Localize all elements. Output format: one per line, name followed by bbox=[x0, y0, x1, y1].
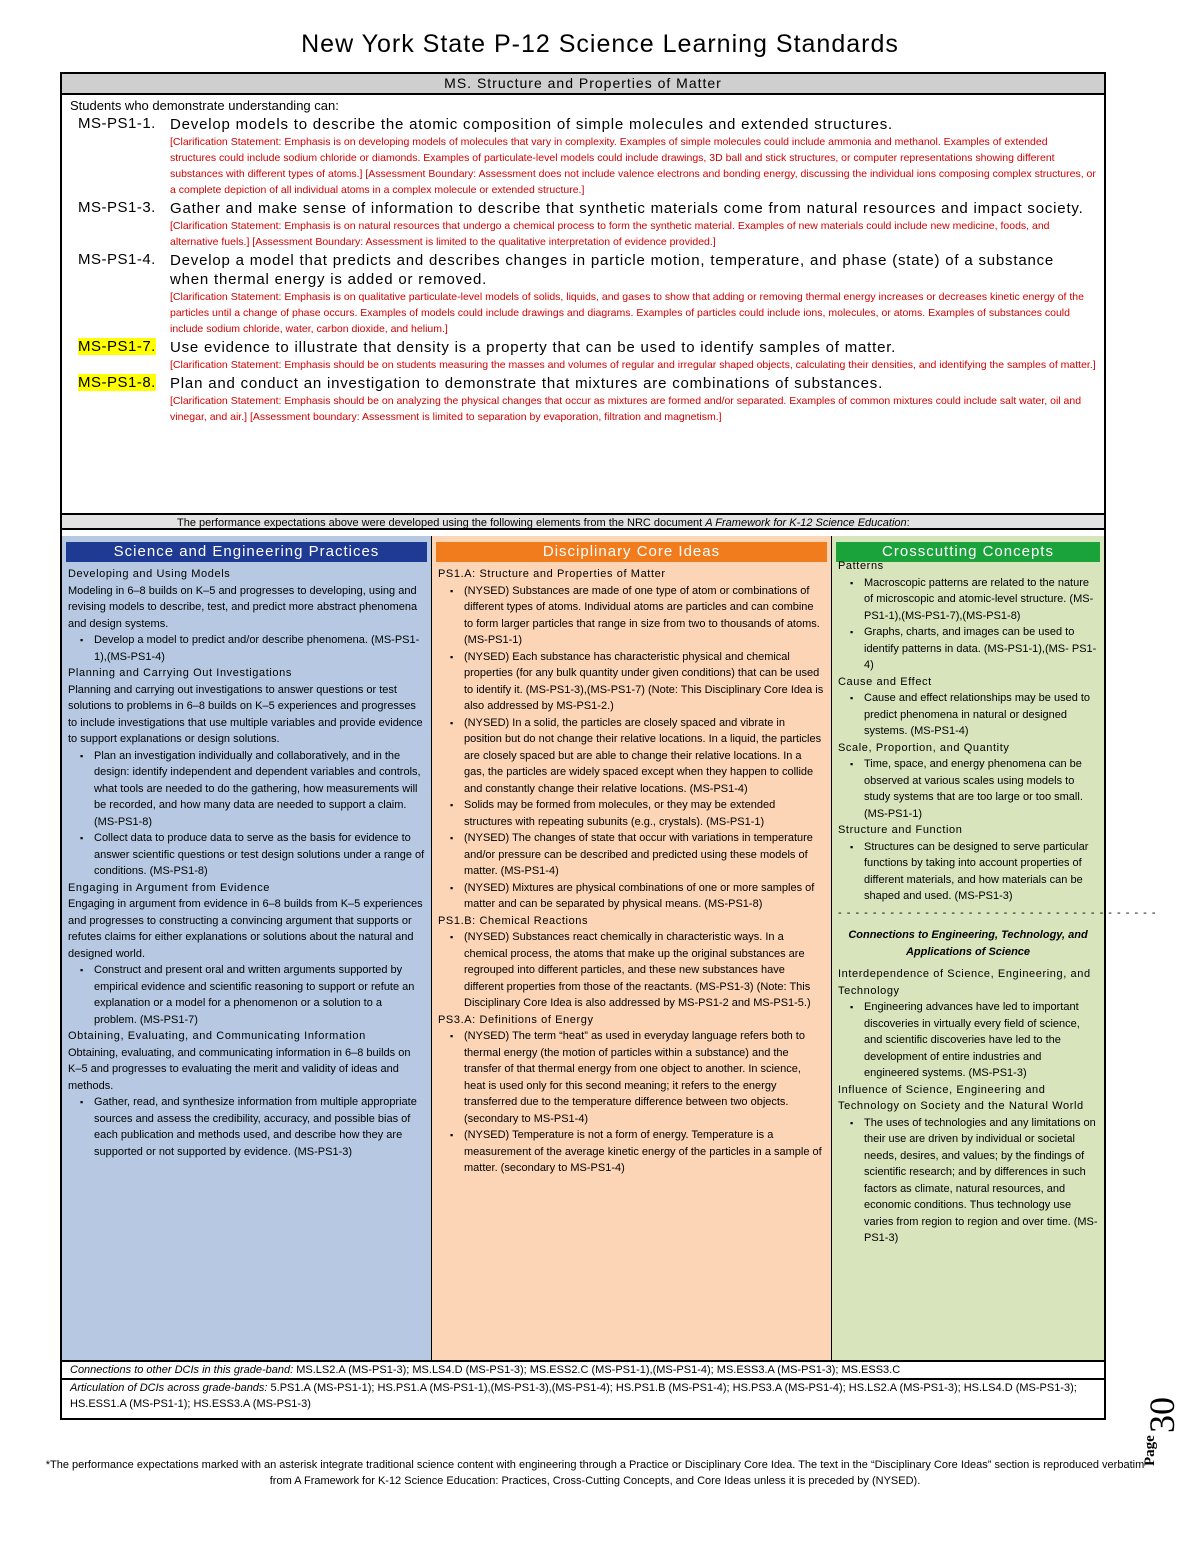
section-title: MS. Structure and Properties of Matter bbox=[62, 74, 1104, 95]
core-idea-bullet: ▪ (NYSED) Substances are made of one type of atom or combinations of different types of atoms. Individual atoms are particles and can combine to form larger particles that range in size from two to thousands of atoms. (MS-PS1-1) bbox=[464, 583, 825, 649]
expectation-text: Use evidence to illustrate that density is a property that can be used to identify samples of matter. bbox=[170, 339, 897, 356]
core-idea-bullet: ▪ (NYSED) Each substance has characteristic physical and chemical properties (for any bulk quantity under given conditions) that can be used to identify it. (MS-PS1-3),(MS-PS1-7) (Note: This Disciplinary Core Idea is also addressed by MS-PS1-2.) bbox=[464, 649, 825, 715]
practice-block-text: Planning and carrying out investigations to answer questions or test solutions to problems in 6–8 builds on K–5 experiences and progresses to include investigations that use multiple variables and provide evidence to support explanations or design solutions. bbox=[68, 683, 423, 745]
expectation-body bbox=[170, 199, 1096, 250]
expectation-code bbox=[70, 115, 170, 198]
practice-bullet: ▪ Construct and present oral and written arguments supported by empirical evidence and scientific reasoning to support or refute an explanation or a model for a phenomenon or a solution to a problem. (MS-PS1-7) bbox=[94, 962, 425, 1028]
core-idea-block-title: PS3.A: Definitions of Energy bbox=[438, 1013, 594, 1026]
crosscutting-bullet: ▪ Macroscopic patterns are related to the nature of microscopic and atomic-level structure. (MS-PS1-1),(MS-PS1-7),(MS-PS1-8) bbox=[864, 575, 1098, 625]
clarification-statement: [Clarification Statement: Emphasis is on developing models of molecules that vary in complexity. Examples of simple molecules could include ammonia and methanol. Examples of extended structures could include sodium chloride or diamonds. Examples of particulate-level models could include drawings, 3D ball and stick structures, or computer representations showing different substances with different types of atoms.] [Assessment Boundary: Assessment does not include valence electrons and bonding energy, discussing the individual ions composing complex structures, or a complete depiction of all individual atoms in a complex molecule or extended structure.] bbox=[170, 136, 1096, 196]
expectation-text: Develop models to describe the atomic composition of simple molecules and extended structures. bbox=[170, 116, 894, 133]
crosscutting-bullet: ▪ Structures can be designed to serve particular functions by taking into account properties of different materials, and how materials can be shaped and used. (MS-PS1-3) bbox=[864, 839, 1098, 905]
dci-connections-label: Connections to other DCIs in this grade-band: bbox=[70, 1364, 294, 1376]
expectation-body bbox=[170, 251, 1096, 337]
dci-connections-row bbox=[62, 1360, 1104, 1378]
core-idea-block-title: PS1.A: Structure and Properties of Matter bbox=[438, 568, 666, 580]
practice-block-title: Engaging in Argument from Evidence bbox=[68, 881, 271, 894]
expectation-item bbox=[70, 199, 1096, 250]
connection-block-title: Interdependence of Science, Engineering, and Technology bbox=[838, 968, 1091, 997]
expectation-text: Gather and make sense of information to describe that synthetic materials come from natural resources and impact society. bbox=[170, 200, 1084, 217]
articulation-label: Articulation of DCIs across grade-bands: bbox=[70, 1382, 268, 1394]
expectation-list bbox=[70, 115, 1096, 425]
expectation-code bbox=[70, 199, 170, 250]
core-idea-bullet-list bbox=[438, 1028, 825, 1177]
core-idea-bullet: ▪ (NYSED) In a solid, the particles are closely spaced and vibrate in position but do not change their relative locations. In a liquid, the particles are closely spaced but are able to change their relative locations. In a gas, the particles are widely spaced except when they happen to collide and constantly change their relative locations. (MS-PS1-4) bbox=[464, 715, 825, 798]
core-idea-bullet: ▪ (NYSED) Temperature is not a form of energy. Temperature is a measurement of the average kinetic energy of the particles in a sample of matter. (secondary to MS-PS1-4) bbox=[464, 1127, 825, 1177]
core-ideas-heading: Disciplinary Core Ideas bbox=[436, 542, 827, 562]
performance-expectations bbox=[62, 95, 1104, 513]
connection-bullet: ▪ The uses of technologies and any limitations on their use are driven by individual or societal needs, desires, and values; by the findings of scientific research; and by differences in such factors as climate, natural resources, and economic conditions. Thus technology use varies from region to region and over time. (MS-PS1-3) bbox=[864, 1115, 1098, 1247]
core-idea-bullet-list bbox=[438, 583, 825, 913]
crosscutting-bullet: ▪ Graphs, charts, and images can be used to identify patterns in data. (MS-PS1-1),(MS- PS1-4) bbox=[864, 624, 1098, 674]
expectation-item bbox=[70, 251, 1096, 337]
intro-text: Students who demonstrate understanding can: bbox=[70, 98, 339, 113]
core-idea-bullet: ▪ (NYSED) Mixtures are physical combinations of one or more samples of matter and can be separated by physical means. (MS-PS1-8) bbox=[464, 880, 825, 913]
clarification-statement: [Clarification Statement: Emphasis should be on students measuring the masses and volumes of regular and irregular shaped objects, calculating their densities, and identifying the samples of matter.] bbox=[170, 359, 1096, 371]
practice-block-text: Engaging in argument from evidence in 6–8 builds from K–5 experiences and progresses to constructing a convincing argument that supports or refutes claims for either explanations or solutions about the natural and designed world. bbox=[68, 898, 423, 960]
practice-block-text: Obtaining, evaluating, and communicating information in 6–8 builds on K–5 and progresses to evaluating the merit and validity of ideas and methods. bbox=[68, 1046, 411, 1092]
expectation-code bbox=[70, 374, 170, 425]
page-title: New York State P-12 Science Learning Standards bbox=[301, 30, 899, 58]
core-ideas-body bbox=[432, 566, 831, 1177]
foundation-columns bbox=[62, 536, 1157, 1360]
core-idea-bullet: ▪ (NYSED) The term “heat” as used in everyday language refers both to thermal energy (the motion of particles within a substance) and the transfer of that thermal energy from one object to another. In science, heat is used only for this second meaning; it refers to the energy transferred due to the temperature difference between two objects. (secondary to MS-PS1-4) bbox=[464, 1028, 825, 1127]
practices-heading: Science and Engineering Practices bbox=[66, 542, 427, 562]
expectation-body bbox=[170, 338, 1096, 373]
core-idea-bullet: ▪ (NYSED) Substances react chemically in characteristic ways. In a chemical process, the atoms that make up the original substances are regrouped into different particles, and these new substances have different properties from those of the reactants. (MS-PS1-3) (Note: This Disciplinary Core Idea is also addressed by MS-PS1-2 and MS-PS1-5.) bbox=[464, 929, 825, 1012]
expectation-code-label: MS-PS1-8. bbox=[78, 374, 156, 391]
core-idea-bullet-list bbox=[438, 929, 825, 1012]
crosscutting-bullet-list bbox=[838, 756, 1098, 822]
practice-bullet-list bbox=[68, 962, 425, 1028]
crosscutting-heading: Crosscutting Concepts bbox=[836, 542, 1100, 562]
practice-bullet: ▪ Collect data to produce data to serve as the basis for evidence to answer scientific questions or test design solutions under a range of conditions. (MS-PS1-8) bbox=[94, 830, 425, 880]
core-idea-bullet: ▪ (NYSED) The changes of state that occur with variations in temperature and/or pressure can be described and predicted using these models of matter. (MS-PS1-4) bbox=[464, 830, 825, 880]
connections-divider: - - - - - - - - - - - - - - - - - - - - - - - - - - - - - - - - - - - - - bbox=[838, 906, 1157, 919]
core-ideas-column bbox=[432, 536, 832, 1360]
clarification-statement: [Clarification Statement: Emphasis is on natural resources that undergo a chemical process to form the synthetic material. Examples of new materials could include new medicine, foods, and alternative fuels.] [Assessment Boundary: Assessment is limited to the qualitative interpretation of evidence provided.] bbox=[170, 220, 1050, 248]
practice-bullet-list bbox=[68, 632, 425, 665]
crosscutting-body bbox=[832, 558, 1157, 1247]
page-number: 30 bbox=[1142, 1397, 1182, 1433]
expectation-body bbox=[170, 115, 1096, 198]
crosscutting-bullet-list bbox=[838, 690, 1098, 740]
practice-block-title: Developing and Using Models bbox=[68, 568, 231, 580]
crosscutting-column bbox=[832, 536, 1157, 1360]
connection-block-title: Influence of Science, Engineering and Technology on Society and the Natural World bbox=[838, 1083, 1084, 1112]
connection-bullet: ▪ Engineering advances have led to important discoveries in virtually every field of science, and scientific discoveries have led to the development of entire industries and engineered systems. (MS-PS1-3) bbox=[864, 999, 1098, 1082]
practice-block-text: Modeling in 6–8 builds on K–5 and progresses to developing, using and revising models to describe, test, and predict more abstract phenomena and design systems. bbox=[68, 584, 418, 630]
crosscutting-bullet: ▪ Cause and effect relationships may be used to predict phenomena in natural or designed systems. (MS-PS1-4) bbox=[864, 690, 1098, 740]
connection-bullet-list bbox=[838, 999, 1098, 1082]
connection-bullet-list bbox=[838, 1115, 1098, 1247]
crosscutting-bullet-list bbox=[838, 839, 1098, 905]
expectation-item bbox=[70, 338, 1096, 373]
clarification-statement: [Clarification Statement: Emphasis should be on analyzing the physical changes that occur as mixtures are formed and/or separated. Examples of common mixtures could include salt water, oil and vinegar, and air.] [Assessment boundary: Assessment is limited to separation by evaporation, filtration and magnetism.] bbox=[170, 395, 1082, 423]
expectation-code-label: MS-PS1-7. bbox=[78, 338, 156, 355]
practice-bullet-list bbox=[68, 748, 425, 880]
performance-note bbox=[62, 513, 1104, 530]
performance-note-suffix: : bbox=[906, 517, 910, 529]
crosscutting-block-title: Structure and Function bbox=[838, 824, 963, 836]
expectation-code-label: MS-PS1-4. bbox=[78, 251, 156, 268]
practice-bullet: ▪ Plan an investigation individually and collaboratively, and in the design: identify independent and dependent variables and controls, what tools are needed to do the gathering, how measurements will be recorded, and how many data are needed to support a claim. (MS-PS1-8) bbox=[94, 748, 425, 831]
practices-column bbox=[62, 536, 432, 1360]
page-label: Page bbox=[1142, 1435, 1158, 1466]
crosscutting-block-title: Scale, Proportion, and Quantity bbox=[838, 741, 1010, 754]
crosscutting-bullet: ▪ Time, space, and energy phenomena can be observed at various scales using models to study systems that are too large or too small. (MS-PS1-1) bbox=[864, 756, 1098, 822]
expectation-code bbox=[70, 338, 170, 373]
expectation-item bbox=[70, 115, 1096, 198]
dci-connections-text: MS.LS2.A (MS-PS1-3); MS.LS4.D (MS-PS1-3); MS.ESS2.C (MS-PS1-1),(MS-PS1-4); MS.ESS3.A (MS-PS1-3); MS.ESS3.C bbox=[293, 1364, 901, 1376]
practice-bullet-list bbox=[68, 1094, 425, 1160]
standards-frame bbox=[60, 72, 1157, 1420]
performance-note-text: The performance expectations above were developed using the following elements from the NRC document bbox=[177, 517, 706, 529]
practice-bullet: ▪ Develop a model to predict and/or describe phenomena. (MS-PS1-1),(MS-PS1-4) bbox=[94, 632, 425, 665]
clarification-statement: [Clarification Statement: Emphasis is on qualitative particulate-level models of solids, liquids, and gases to show that adding or removing thermal energy increases or decreases kinetic energy of the particles until a change of phase occurs. Examples of models could include drawings and diagrams. Examples of particles could include ions, molecules, or atoms. Examples of substances could include sodium chloride, water, carbon dioxide, and helium.] bbox=[170, 291, 1084, 335]
articulation-row bbox=[62, 1378, 1104, 1412]
crosscutting-block-title: Patterns bbox=[838, 560, 884, 572]
crosscutting-block-title: Cause and Effect bbox=[838, 675, 932, 688]
page-number-block bbox=[1140, 1370, 1190, 1470]
expectation-code-label: MS-PS1-1. bbox=[78, 115, 156, 132]
expectation-text: Plan and conduct an investigation to demonstrate that mixtures are combinations of substances. bbox=[170, 375, 884, 392]
performance-note-source: A Framework for K-12 Science Education bbox=[705, 517, 907, 529]
expectation-text: Develop a model that predicts and describes changes in particle motion, temperature, and phase (state) of a substance when thermal energy is added or removed. bbox=[170, 252, 1055, 288]
expectation-body bbox=[170, 374, 1096, 425]
connections-heading: Connections to Engineering, Technology, and Applications of Science bbox=[848, 929, 1088, 958]
core-idea-block-title: PS1.B: Chemical Reactions bbox=[438, 914, 589, 927]
expectation-item bbox=[70, 374, 1096, 425]
expectation-code-label: MS-PS1-3. bbox=[78, 199, 156, 216]
practices-body bbox=[62, 566, 431, 1160]
practice-block-title: Planning and Carrying Out Investigations bbox=[68, 667, 292, 679]
expectation-code bbox=[70, 251, 170, 337]
crosscutting-bullet-list bbox=[838, 575, 1098, 674]
practice-bullet: ▪ Gather, read, and synthesize information from multiple appropriate sources and assess the credibility, accuracy, and possible bias of each publication and methods used, and describe how they are supported or not supported by evidence. (MS-PS1-3) bbox=[94, 1094, 425, 1160]
connection-rows bbox=[62, 1360, 1104, 1412]
articulation-text: 5.PS1.A (MS-PS1-1); HS.PS1.A (MS-PS1-1),(MS-PS1-3),(MS-PS1-4); HS.PS1.B (MS-PS1-4); HS.PS3.A (MS-PS1-4); HS.LS2.A (MS-PS1-3); HS.LS4.D (MS-PS1-3); HS.ESS1.A (MS-PS1-1); HS.ESS3.A (MS-PS1-3) bbox=[70, 1382, 1077, 1410]
footnote: *The performance expectations marked with an asterisk integrate traditional science content with engineering through a Practice or Disciplinary Core Idea. The text in the “Disciplinary Core Ideas” section is reproduced verbatim from A Framework for K-12 Science Education: Practices, Cross-Cutting Concepts, and Core Ideas unless it is preceded by (NYSED). bbox=[45, 1459, 1145, 1487]
practice-block-title: Obtaining, Evaluating, and Communicating Information bbox=[68, 1030, 366, 1042]
core-idea-bullet: ▪ Solids may be formed from molecules, or they may be extended structures with repeating subunits (e.g., crystals). (MS-PS1-1) bbox=[464, 797, 825, 830]
